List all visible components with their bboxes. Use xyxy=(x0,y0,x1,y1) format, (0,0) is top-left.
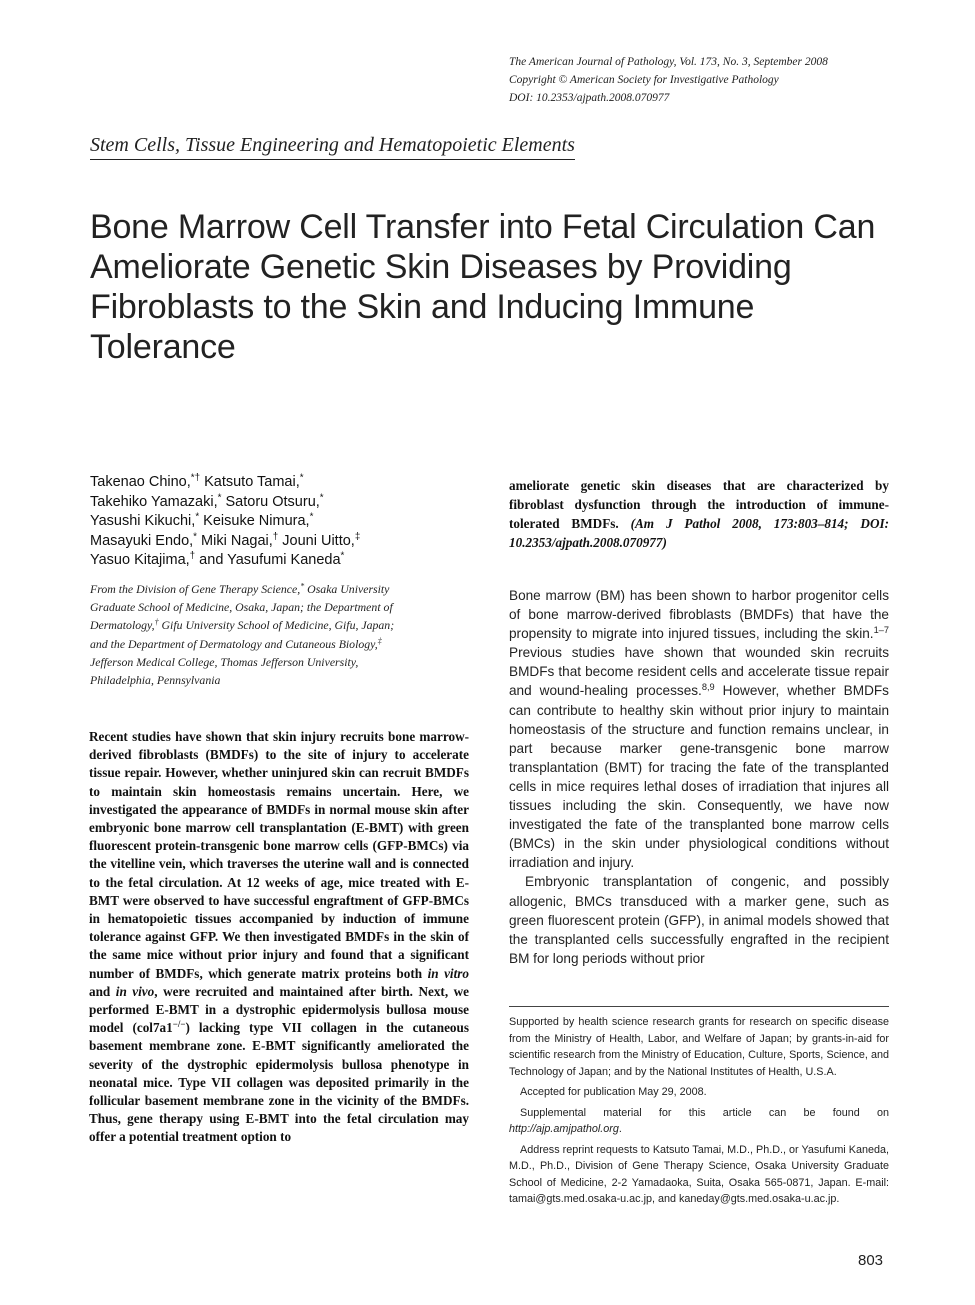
author-line xyxy=(90,512,470,532)
accepted-note: Accepted for publication May 29, 2008. xyxy=(520,1086,707,1098)
author-line xyxy=(90,551,470,571)
author-affiliation-mark: * xyxy=(340,550,345,562)
author-affiliation-mark: *† xyxy=(190,472,201,484)
author-name: Keisuke Nimura, xyxy=(199,513,310,529)
author-affiliation-mark: * xyxy=(193,531,198,543)
affiliation-line: and the Department of Dermatology and Cutaneous Biology,‡ xyxy=(90,636,382,651)
italic-term: in vivo xyxy=(115,983,155,999)
introduction-text xyxy=(509,586,889,968)
paragraph: Bone marrow (BM) has been shown to harbor progenitor cells of bone marrow-derived fibroblasts (BMDFs) that have the propensity to migrate into injured tissues, including the skin.$^{1-7}$ Previous studies have shown that wounded skin recruits BMDFs that become resident cells and accelerate tissue repair and wound-healing processes.$^{8,9}$ However, whether BMDFs can contribute to healthy skin without prior injury to maintain homeostasis of the structure and function remains unclear, in part because marker gene-transgenic bone marrow transplantation (BMT) for tracing the fate of the transplanted cells in mice requires lethal doses of irradiation that injures all tissues including the skin. Consequently, we have now investigated the fate of the transplanted bone marrow cells (BMCs) in the skin under physiological conditions without irradiation and injury. xyxy=(509,588,889,871)
affiliations xyxy=(90,580,470,689)
author-line xyxy=(90,493,470,513)
footnote-divider xyxy=(509,1006,889,1007)
author-name: Satoru Otsuru, xyxy=(221,493,320,510)
author-list xyxy=(90,473,470,571)
author-name: Katsuto Tamai, xyxy=(200,474,300,490)
affiliation-line: From the Division of Gene Therapy Science,* Osaka University xyxy=(90,581,390,596)
funding-note: Supported by health science research grants for research on specific disease from the Ministry of Health, Labor, and Welfare of Japan; by grants-in-aid for scientific research from the Ministry of Education, Culture, Sports, Science, and Technology of Japan; and by the National Institutes of Health, U.S.A. xyxy=(509,1016,889,1078)
author-affiliation-mark: * xyxy=(195,511,200,523)
journal-copyright: Copyright © American Society for Investigative Pathology xyxy=(509,74,779,86)
journal-doi: DOI: 10.2353/ajpath.2008.070977 xyxy=(509,92,670,104)
article-title: Bone Marrow Cell Transfer into Fetal Circulation Can Ameliorate Genetic Skin Diseases by Providing Fibroblasts to the Skin and Inducing Immune Tolerance xyxy=(90,208,876,366)
journal-header xyxy=(509,53,929,107)
author-affiliation-mark: * xyxy=(299,472,304,484)
author-name: Takehiko Yamazaki, xyxy=(90,493,218,510)
page-number: 803 xyxy=(858,1252,884,1269)
author-affiliation-mark: * xyxy=(309,511,314,523)
affiliation-line: Jefferson Medical College, Thomas Jefferson University, xyxy=(90,654,359,669)
author-name: Yasuo Kitajima, xyxy=(90,552,190,568)
footnotes xyxy=(509,1014,889,1212)
author-affiliation-mark: † xyxy=(189,550,196,562)
paragraph: Embryonic transplantation of congenic, and possibly allogenic, BMCs transduced with a marker gene, such as green fluorescent protein (GFP), in animal models showed that the transplanted cells successfully engrafted in the recipient BM for long periods without prior xyxy=(509,874,889,966)
author-affiliation-mark: * xyxy=(319,492,324,504)
abstract: Recent studies have shown that skin injury recruits bone marrow-derived fibroblasts (BMDFs) to the site of injury to accelerate tissue repair. However, whether uninjured skin can recruit BMDFs to maintain skin homeostasis remains uncertain. Here, we investigated the appearance of BMDFs in normal mouse skin after embryonic bone marrow cell transplantation (E-BMT) with green fluorescent protein-transgenic bone marrow cells (GFP-BMCs) via the vitelline vein, which traverses the uterine wall and is connected to the fetal circulation. At 12 weeks of age, mice treated with E-BMT were observed to have successful engraftment of GFP-BMCs in hematopoietic tissues accompanied by induction of immune tolerance against GFP. We then investigated BMDFs in the skin of the same mice without prior injury and found that a significant number of BMDFs, which generate matrix proteins both in vitro and in vivo, were recruited and maintained after birth. Next, we performed E-BMT in a dystrophic epidermolysis bullosa mouse model (col7a1−/−) lacking type VII collagen in the cutaneous basement membrane zone. E-BMT significantly ameliorated the severity of the dystrophic epidermolysis bullosa phenotype in neonatal mice. Type VII collagen was deposited primarily in the follicular basement membrane zone in the vicinity of the BMDFs. Thus, gene therapy using E-BMT into the fetal circulation may offer a potential treatment option to xyxy=(89,729,469,1145)
author-affiliation-mark: † xyxy=(272,531,279,543)
abstract-citation: (Am J Pathol 2008, 173:803–814; DOI: 10.2353/ajpath.2008.070977) xyxy=(509,516,889,550)
journal-citation: The American Journal of Pathology, Vol. 173, No. 3, September 2008 xyxy=(509,56,828,68)
reference-mark: 8,9 xyxy=(701,682,715,693)
affiliation-line: Dermatology,† Gifu University School of Medicine, Gifu, Japan; xyxy=(90,618,395,633)
affiliation-line: Philadelphia, Pennsylvania xyxy=(90,673,221,688)
author-name: Jouni Uitto, xyxy=(278,532,355,549)
reference-mark: 1–7 xyxy=(873,625,889,636)
author-name: Yasushi Kikuchi, xyxy=(90,513,196,529)
italic-term: in vitro xyxy=(427,965,469,981)
abstract-continuation: ameliorate genetic skin diseases that are characterized by fibroblast dysfunction through the introduction of immune-tolerated BMDFs. (Am J Pathol 2008, 173:803–814; DOI: 10.2353/ajpath.2008.070977) xyxy=(509,478,889,550)
genotype-superscript: −/− xyxy=(172,1019,186,1030)
affiliation-line: Graduate School of Medicine, Osaka, Japan; the Department of xyxy=(90,600,393,615)
supplemental-note: Supplemental material for this article can be found on http://ajp.amjpathol.org. xyxy=(509,1106,889,1135)
author-name: and Yasufumi Kaneda xyxy=(195,552,341,568)
supplemental-link[interactable]: http://ajp.amjpathol.org xyxy=(509,1123,619,1135)
author-name: Miki Nagai, xyxy=(197,532,273,549)
author-line xyxy=(90,473,470,493)
section-header: Stem Cells, Tissue Engineering and Hematopoietic Elements xyxy=(90,133,575,160)
author-affiliation-mark: ‡ xyxy=(354,531,361,543)
reprint-note: Address reprint requests to Katsuto Tamai, M.D., Ph.D., or Yasufumi Kaneda, M.D., Ph.D., Division of Gene Therapy Science, Osaka University Graduate School of Medicine, 2-2 Yamadaoka, Suita, Osaka 565-0871, Japan. E-mail: tamai@gts.med.osaka-u.ac.jp, and kaneday@gts.med.osaka-u.ac.jp. xyxy=(509,1143,889,1205)
author-name: Masayuki Endo, xyxy=(90,532,194,549)
author-affiliation-mark: * xyxy=(217,492,222,504)
author-line xyxy=(90,532,470,552)
author-name: Takenao Chino, xyxy=(90,474,191,490)
